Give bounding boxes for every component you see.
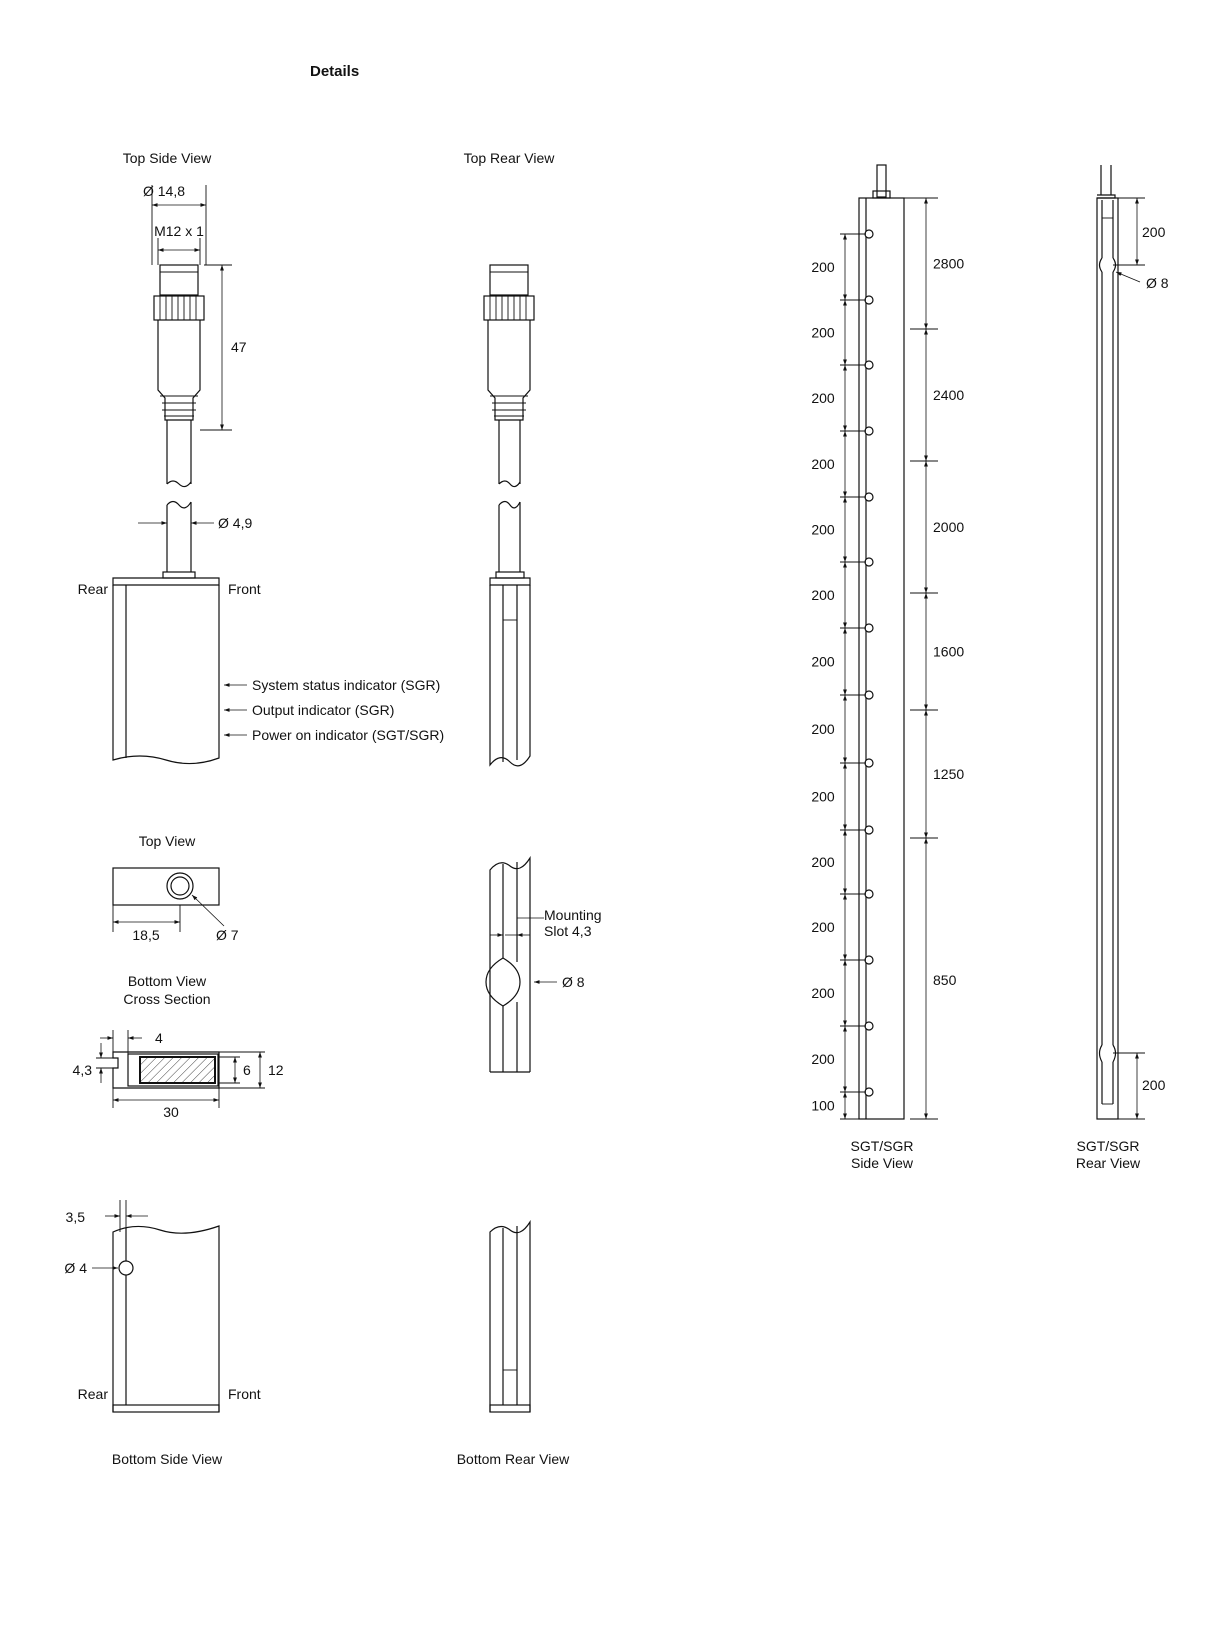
dim-cs-30: 30: [163, 1104, 179, 1120]
dim-cs-12: 12: [268, 1062, 284, 1078]
dim-diameter-14-8: Ø 14,8: [142, 183, 186, 199]
top-rear-connector: [484, 265, 534, 766]
dim-cs-4: 4: [155, 1030, 163, 1046]
cross-section-drawing: [96, 1030, 265, 1108]
mounting-hole: [865, 361, 873, 369]
page-title: Details: [310, 63, 360, 80]
spacing-dim-label: 200: [811, 1051, 835, 1067]
sgt-rear-label-1: SGT/SGR: [1076, 1138, 1140, 1154]
spacing-dim-label: 200: [811, 587, 835, 603]
top-view-label: Top View: [138, 833, 196, 849]
sgt-side-label-1: SGT/SGR: [850, 1138, 914, 1154]
length-dim-label: 2400: [933, 387, 965, 403]
mounting-hole: [865, 826, 873, 834]
label-rear-bottom: Rear: [77, 1386, 108, 1402]
dim-rear-200-bottom: 200: [1142, 1077, 1166, 1093]
bottom-rear-drawing: [490, 1222, 530, 1412]
dim-cable-diameter: Ø 4,9: [218, 515, 253, 531]
spacing-dim-label: 200: [811, 390, 835, 406]
mounting-hole: [865, 1022, 873, 1030]
bottom-side-drawing: [92, 1200, 219, 1412]
mounting-slot-label-1: Mounting: [544, 907, 602, 923]
sgt-side-view-drawing: [859, 165, 904, 1119]
dim-bottom-hole: Ø 4: [64, 1260, 87, 1276]
dim-hole-7: Ø 7: [216, 927, 239, 943]
sgt-rear-view-drawing: [1097, 165, 1145, 1119]
label-front-bottom: Front: [228, 1386, 261, 1402]
spacing-dim-label: 200: [811, 788, 835, 805]
top-view-drawing: [113, 868, 224, 932]
mounting-hole: [865, 1088, 873, 1096]
dim-rear-hole-8: Ø 8: [1146, 275, 1169, 291]
top-rear-view-label: Top Rear View: [463, 150, 555, 166]
dim-slot-hole-8: Ø 8: [562, 974, 585, 990]
spacing-dim-label: 200: [811, 324, 835, 341]
length-dim-label: 1600: [933, 643, 965, 660]
dim-rear-200-top: 200: [1142, 224, 1166, 240]
mounting-hole: [865, 427, 873, 435]
mounting-hole: [865, 296, 873, 304]
label-front-top: Front: [228, 581, 261, 597]
length-dim-label: 850: [933, 972, 957, 988]
mounting-hole: [865, 890, 873, 898]
indicator-system-status: System status indicator (SGR): [252, 677, 441, 693]
mounting-slot-label-2: Slot 4,3: [544, 923, 592, 939]
dim-thread: M12 x 1: [154, 223, 204, 239]
spacing-dim-label: 200: [811, 721, 835, 737]
mounting-hole: [865, 558, 873, 566]
mounting-hole: [865, 493, 873, 501]
bottom-view-label-2: Cross Section: [123, 991, 211, 1007]
spacing-dim-label: 100: [811, 1097, 835, 1114]
spacing-dim-label: 200: [811, 919, 835, 935]
spacing-dim-label: 200: [811, 653, 835, 670]
length-dim-label: 1250: [933, 766, 965, 782]
dim-length-47: 47: [231, 339, 247, 355]
sgt-rear-label-2: Rear View: [1075, 1155, 1141, 1171]
mounting-hole: [865, 230, 873, 238]
dim-cs-4-3: 4,3: [72, 1062, 92, 1078]
label-rear-top: Rear: [77, 581, 108, 597]
bottom-rear-view-label: Bottom Rear View: [456, 1451, 570, 1467]
mounting-slot-drawing: [486, 858, 557, 1072]
length-dim-label: 2800: [933, 255, 965, 272]
mounting-hole: [865, 691, 873, 699]
spacing-dim-label: 200: [811, 456, 835, 472]
bottom-view-label-1: Bottom View: [127, 973, 207, 989]
bottom-side-view-label: Bottom Side View: [111, 1451, 223, 1467]
spacing-dim-label: 200: [811, 985, 835, 1001]
sgt-side-label-2: Side View: [850, 1155, 914, 1171]
indicator-output: Output indicator (SGR): [252, 702, 395, 718]
spacing-dim-label: 200: [811, 259, 835, 275]
top-side-view-label: Top Side View: [122, 150, 212, 166]
spacing-dim-label: 200: [811, 854, 835, 870]
dim-cs-6: 6: [243, 1062, 251, 1078]
dim-bottom-3-5: 3,5: [65, 1209, 85, 1225]
mounting-hole: [865, 624, 873, 632]
indicator-power-on: Power on indicator (SGT/SGR): [252, 727, 445, 743]
length-dim-label: 2000: [933, 519, 965, 535]
dim-top-18-5: 18,5: [132, 927, 160, 943]
mounting-hole: [865, 759, 873, 767]
top-side-connector: [113, 185, 232, 764]
mounting-hole: [865, 956, 873, 964]
spacing-dim-label: 200: [811, 521, 835, 538]
